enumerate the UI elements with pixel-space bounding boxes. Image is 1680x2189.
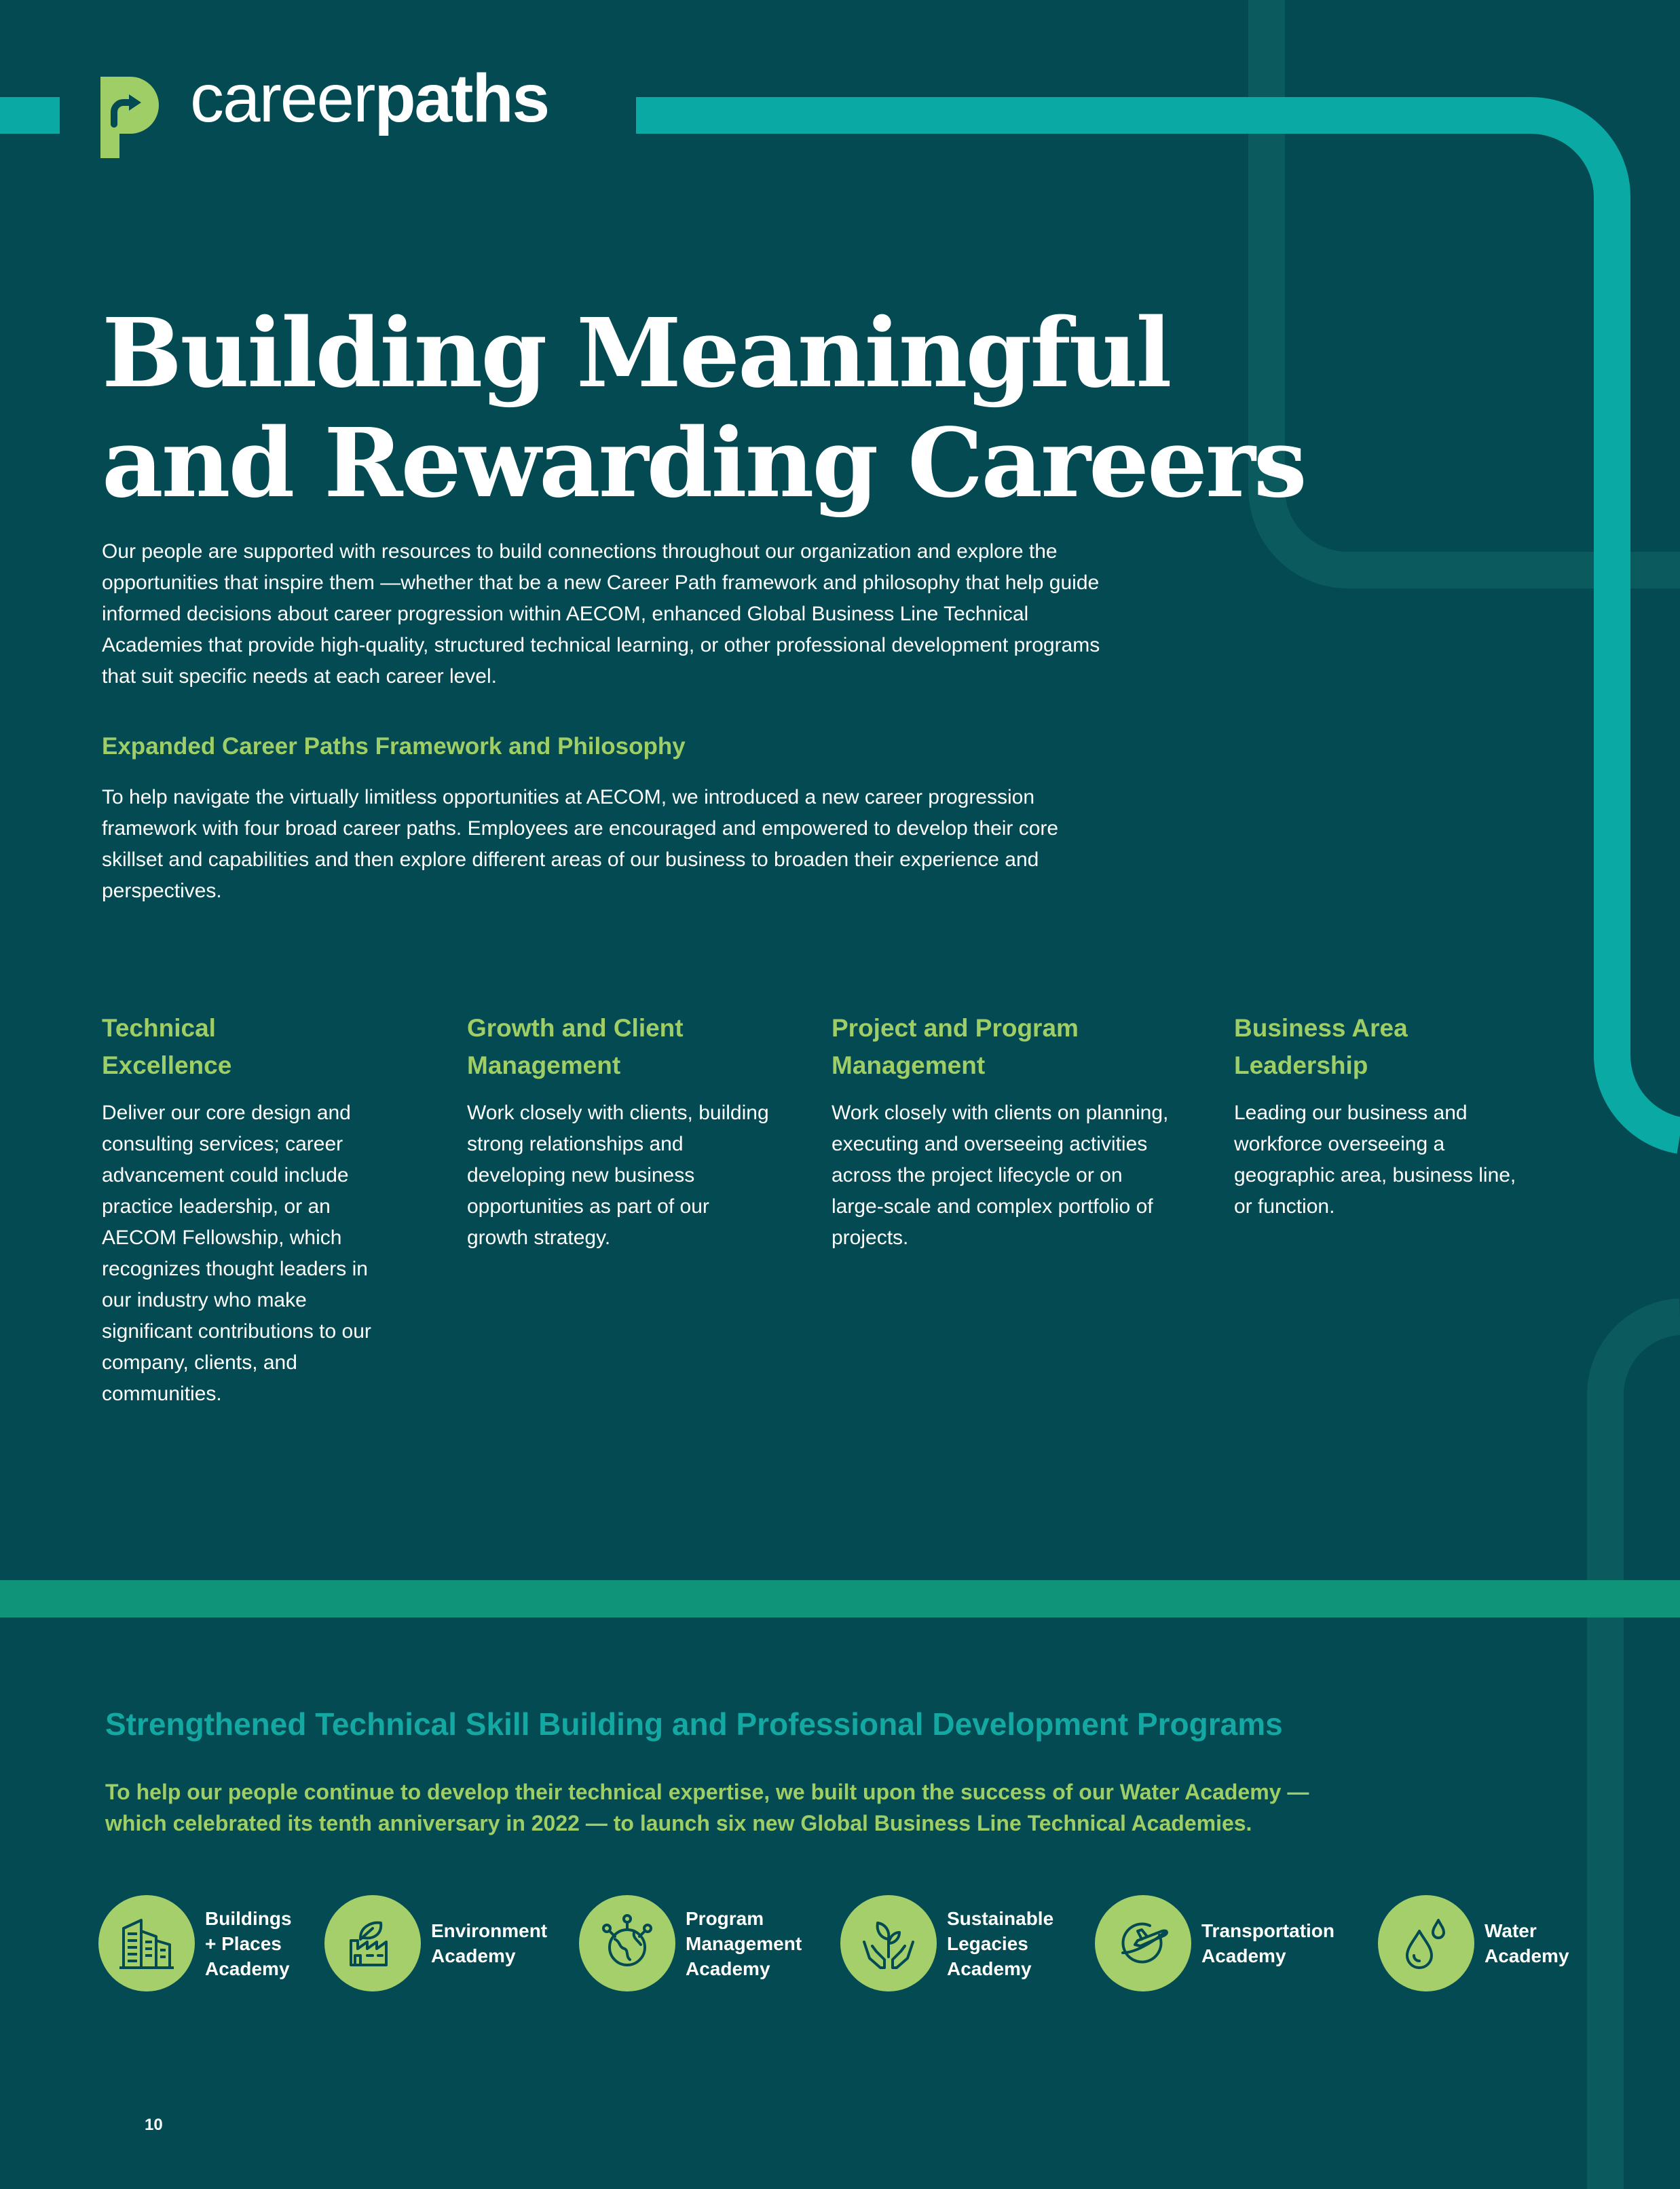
academy-label	[686, 1906, 802, 1981]
academy-environment	[324, 1895, 547, 1991]
academy-transportation	[1095, 1895, 1334, 1991]
academy-sustainable-legacies	[840, 1895, 1053, 1991]
framework-heading: Expanded Career Paths Framework and Philosophy	[102, 733, 686, 760]
academy-label-line: Buildings	[205, 1907, 292, 1929]
academy-label	[431, 1918, 547, 1968]
career-path-title-line2: Leadership	[1234, 1051, 1368, 1079]
academy-label-line: Water	[1485, 1920, 1537, 1941]
page-title-line1: Building Meaningful	[102, 298, 1170, 409]
academy-label-line: Academy	[686, 1958, 770, 1979]
academy-label	[205, 1906, 292, 1981]
career-path-title-line2: Management	[832, 1051, 986, 1079]
academy-water	[1378, 1895, 1569, 1991]
career-path-description: Work closely with clients on planning, executing and overseeing activities across the project lifecycle or on large-scale and complex portfolio of projects.	[832, 1102, 1169, 1249]
programs-intro-line1: To help our people continue to develop their technical expertise, we built upon the success of our Water Academy —	[105, 1780, 1309, 1804]
academy-label-line: Sustainable	[947, 1907, 1054, 1929]
framework-paragraph: To help navigate the virtually limitless opportunities at AECOM, we introduced a new career progression framework with four broad career paths. Employees are encouraged and empowered to develop their core skillset and capabilities and then explore different areas of our business to broaden their experience and perspectives.	[102, 786, 1059, 902]
logo-wordmark	[190, 60, 549, 136]
page-number: 10	[145, 2116, 163, 2134]
academy-label-line: Legacies	[947, 1932, 1028, 1954]
page-title-line2: and Rewarding Careers	[102, 408, 1305, 519]
career-path-description: Leading our business and workforce overseeing a geographic area, business line, or function.	[1234, 1102, 1516, 1218]
academy-label-line: Academy	[947, 1958, 1032, 1979]
academy-label-line: Academy	[205, 1958, 290, 1979]
academy-label-line: Academy	[1201, 1945, 1286, 1966]
buildings-icon	[98, 1895, 195, 1991]
career-path-title-line2: Excellence	[102, 1051, 232, 1079]
academy-program-management	[579, 1895, 802, 1991]
career-path-description: Work closely with clients, building strong relationships and developing new business opportunities as part of our growth strategy.	[467, 1102, 769, 1249]
page-title	[102, 298, 1305, 519]
intro-paragraph: Our people are supported with resources to build connections throughout our organization and explore the opportunities that inspire them —whether that be a new Career Path framework and philosophy that help guide informed decisions about career progression within AECOM, enhanced Global Business Line Technical Academies that provide high-quality, structured technical learning, or other professional development programs that suit specific needs at each career level.	[102, 540, 1100, 688]
career-path-title-line1: Business Area	[1234, 1014, 1408, 1042]
academy-label-line: Academy	[1485, 1945, 1569, 1966]
career-path-title-line1: Growth and Client	[467, 1014, 684, 1042]
career-path-title	[1234, 1009, 1519, 1084]
academy-label-line: Program	[686, 1907, 764, 1929]
academy-buildings-places	[98, 1895, 292, 1991]
water-drops-icon	[1378, 1895, 1474, 1991]
career-path-technical-excellence	[102, 1009, 387, 1410]
factory-leaf-icon	[324, 1895, 421, 1991]
academy-label	[1201, 1918, 1334, 1968]
academy-label-line: Management	[686, 1932, 802, 1954]
academy-label	[1485, 1918, 1569, 1968]
programs-intro-line2: which celebrated its tenth anniversary in 2022 — to launch six new Global Business Line Technical Academies.	[105, 1811, 1252, 1835]
globe-network-icon	[579, 1895, 675, 1991]
plane-globe-icon	[1095, 1895, 1191, 1991]
career-path-growth-client-management	[467, 1009, 772, 1254]
careerpaths-logo-mark	[100, 77, 159, 158]
career-path-title-line2: Management	[467, 1051, 621, 1079]
career-path-title	[832, 1009, 1174, 1084]
programs-intro	[105, 1776, 1309, 1839]
academy-label	[947, 1906, 1053, 1981]
academy-label-line: Transportation	[1201, 1920, 1335, 1941]
academy-label-line: Academy	[431, 1945, 516, 1966]
career-path-title	[102, 1009, 387, 1084]
career-path-business-area-leadership	[1234, 1009, 1519, 1222]
career-path-title-line1: Technical	[102, 1014, 216, 1042]
academy-label-line: + Places	[205, 1932, 282, 1954]
logo-text-paths: paths	[374, 60, 549, 136]
programs-heading: Strengthened Technical Skill Building and Professional Development Programs	[105, 1706, 1283, 1742]
career-path-title	[467, 1009, 772, 1084]
career-path-title-line1: Project and Program	[832, 1014, 1079, 1042]
hands-plant-icon	[840, 1895, 937, 1991]
academy-label-line: Environment	[431, 1920, 548, 1941]
logo-text-career: career	[190, 60, 375, 136]
career-path-project-program-management	[832, 1009, 1174, 1254]
career-path-description: Deliver our core design and consulting services; career advancement could include practice leadership, or an AECOM Fellowship, which recognizes thought leaders in our industry who make significant contributions to our company, clients, and communities.	[102, 1102, 371, 1405]
